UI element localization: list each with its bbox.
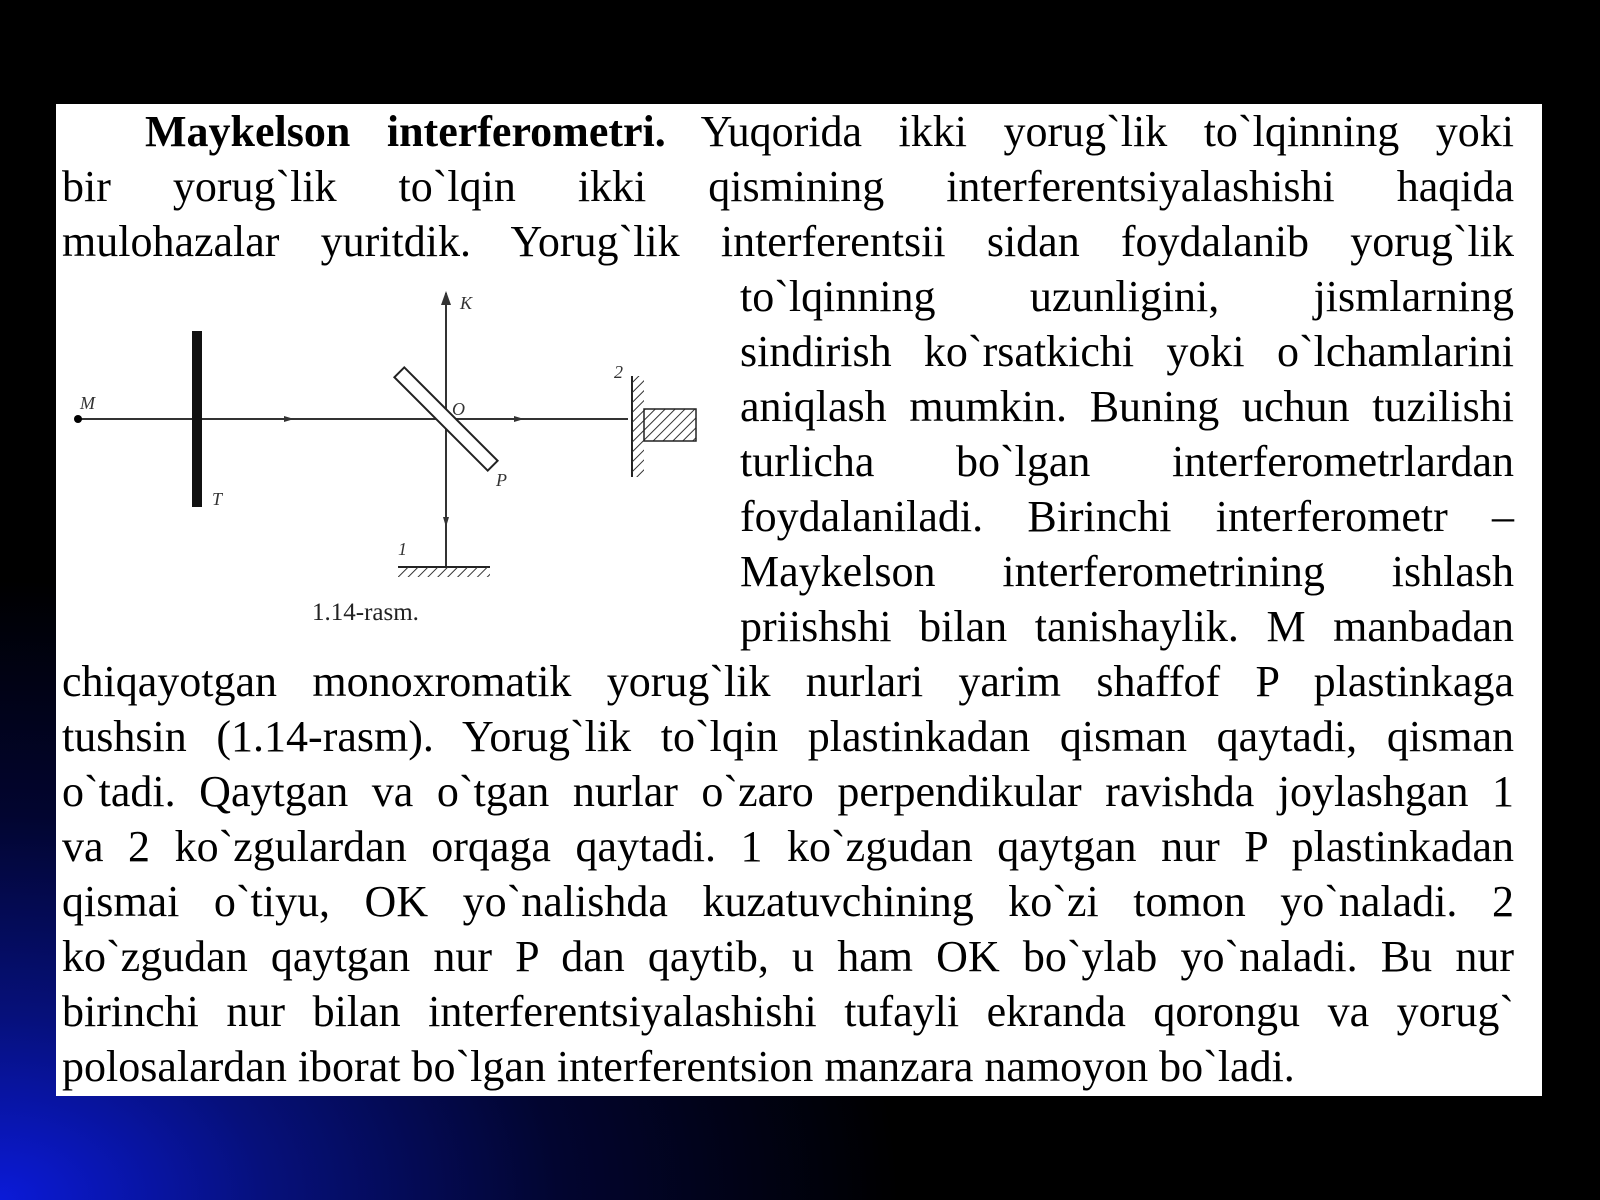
label-m: M [80,393,95,413]
label-k: K [460,293,473,313]
label-t: T [212,489,223,509]
interferometer-diagram [62,279,712,629]
label-mirror-2: 2 [614,362,623,382]
text-line: to`lqinning uzunligini, jismlarning [740,272,1514,321]
text-line: priishshi bilan tanishaylik. M manbadan [740,602,1514,651]
horizontal-beam [76,416,628,422]
label-p: P [496,470,507,490]
source-point [74,415,82,423]
section-heading: Maykelson interferometri. [145,107,666,156]
text-line: foydalaniladi. Birinchi interferometr – [740,492,1514,541]
text-line: sindirish ko`rsatkichi yoki o`lchamlarini [740,327,1514,376]
michelson-interferometer-figure [62,279,712,629]
text-line: polosalardan iborat bo`lgan interferentsion manzara namoyon bo`ladi. [62,1042,1295,1091]
label-o: O [452,399,465,419]
text-line: mulohazalar yuritdik. Yorug`lik interferentsii sidan foydalanib yorug`lik [62,217,1514,266]
document-page [56,104,1542,1096]
text-line: aniqlash mumkin. Buning uchun tuzilishi [740,382,1514,431]
mirror-1 [398,567,490,577]
text-line: va 2 ko`zgulardan orqaga qaytadi. 1 ko`zgudan qaytgan nur P plastinkadan [62,822,1514,871]
text-line: o`tadi. Qaytgan va o`tgan nurlar o`zaro perpendikular ravishda joylashgan 1 [62,767,1514,816]
text-line: birinchi nur bilan interferentsiyalashishi tufayli ekranda qorongu va yorug` [62,987,1514,1036]
text-line: turlicha bo`lgan interferometrlardan [740,437,1514,486]
mirror-2 [632,376,696,477]
text-span: Yuqorida ikki yorug`lik to`lqinning yoki [700,107,1514,156]
figure-caption: 1.14-rasm. [312,599,419,626]
text-line [62,104,1514,159]
text-line: chiqayotgan monoxromatik yorug`lik nurlari yarim shaffof P plastinkaga [62,657,1514,706]
label-mirror-1: 1 [398,539,407,559]
text-line: Maykelson interferometrining ishlash [740,547,1514,596]
plate-t [192,331,202,507]
text-line: ko`zgudan qaytgan nur P dan qaytib, u ham OK bo`ylab yo`naladi. Bu nur [62,932,1514,981]
text-line: qismai o`tiyu, OK yo`nalishda kuzatuvchining ko`zi tomon yo`naladi. 2 [62,877,1514,926]
text-line: bir yorug`lik to`lqin ikki qismining interferentsiyalashishi haqida [62,162,1514,211]
text-line: tushsin (1.14-rasm). Yorug`lik to`lqin plastinkadan qisman qaytadi, qisman [62,712,1514,761]
